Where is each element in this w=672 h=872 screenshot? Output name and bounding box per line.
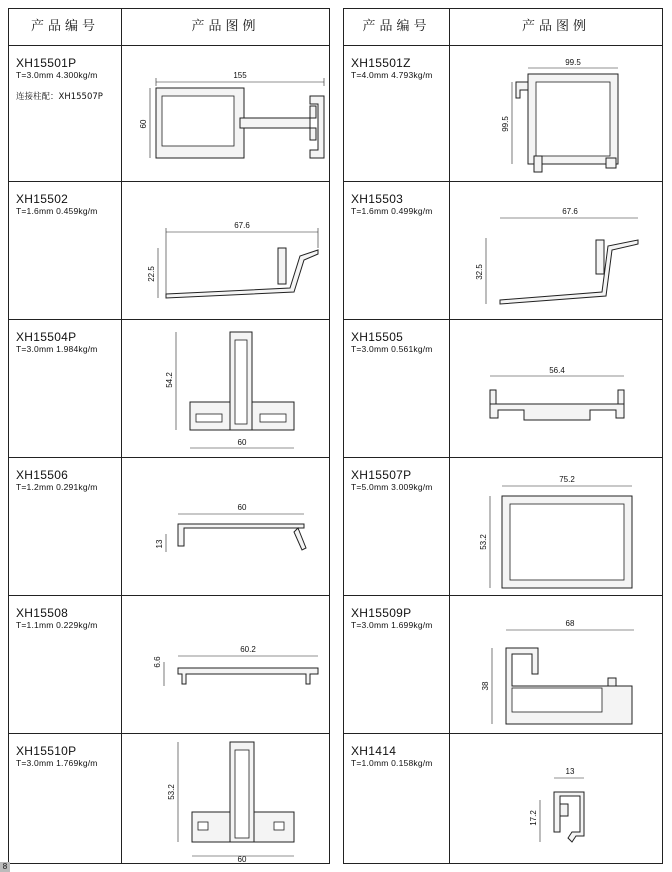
- dimension-width: 67.6: [234, 221, 250, 230]
- dimension-height: 54.2: [165, 372, 174, 388]
- dimension-width: 155: [233, 71, 247, 80]
- dimension-width: 60.2: [240, 645, 256, 654]
- product-row-xh15506: [9, 458, 329, 596]
- profile-drawing-xh1414: [450, 734, 663, 865]
- profile-drawing-xh15503: [450, 182, 663, 320]
- dimension-width: 60: [237, 438, 247, 447]
- product-row-xh15503: [344, 182, 662, 320]
- dimension-height: 38: [481, 681, 490, 691]
- product-spec: T=3.0mm 0.561kg/m: [351, 344, 433, 354]
- product-spec: T=3.0mm 1.984kg/m: [16, 344, 98, 354]
- dimension-width: 13: [565, 767, 575, 776]
- dimension-height: 32.5: [475, 264, 484, 280]
- product-spec: T=4.0mm 4.793kg/m: [351, 70, 433, 80]
- image-column-header: 产品图例: [191, 19, 260, 34]
- profile-drawing-xh15502: [122, 182, 330, 320]
- page-number: 8: [0, 862, 10, 872]
- dimension-height: 53.2: [479, 534, 488, 550]
- product-spec: T=1.0mm 0.158kg/m: [351, 758, 433, 768]
- product-row-xh15505: [344, 320, 662, 458]
- dimension-width: 67.6: [562, 207, 578, 216]
- product-code: XH1414: [351, 744, 397, 758]
- dimension-height: 13: [155, 539, 164, 549]
- dimension-height: 6.6: [153, 656, 162, 668]
- table-header: [344, 9, 662, 46]
- code-column-header: 产品编号: [30, 19, 99, 34]
- profile-drawing-xh15508: [122, 596, 330, 734]
- dimension-width: 75.2: [559, 475, 575, 484]
- dimension-width: 99.5: [565, 58, 581, 67]
- code-column-header: 产品编号: [362, 19, 431, 34]
- product-spec: T=5.0mm 3.009kg/m: [351, 482, 433, 492]
- profile-drawing-xh15505: [450, 320, 663, 458]
- profile-drawing-xh15507p: [450, 458, 663, 596]
- profile-drawing-xh15501p: [122, 46, 330, 182]
- image-column-header: 产品图例: [521, 19, 590, 34]
- product-code: XH15506: [16, 468, 69, 482]
- product-row-xh15509p: [344, 596, 662, 734]
- dimension-width: 60: [237, 855, 247, 864]
- product-code: XH15501Z: [351, 56, 411, 70]
- product-code: XH15510P: [16, 744, 77, 758]
- product-row-xh15507p: [344, 458, 662, 596]
- product-code: XH15508: [16, 606, 69, 620]
- product-row-xh15510p: [9, 734, 329, 865]
- product-code: XH15501P: [16, 56, 77, 70]
- product-spec: T=1.6mm 0.459kg/m: [16, 206, 98, 216]
- table-header: [9, 9, 329, 46]
- profile-drawing-xh15510p: [122, 734, 330, 865]
- product-row-xh15502: [9, 182, 329, 320]
- dimension-height: 53.2: [167, 784, 176, 800]
- right-product-table: [343, 8, 663, 864]
- profile-drawing-xh15509p: [450, 596, 663, 734]
- product-spec: T=3.0mm 1.699kg/m: [351, 620, 433, 630]
- product-row-xh15501p: [9, 46, 329, 182]
- product-row-xh15508: [9, 596, 329, 734]
- product-code: XH15504P: [16, 330, 77, 344]
- product-code: XH15505: [351, 330, 404, 344]
- dimension-height: 22.5: [147, 266, 156, 282]
- product-code: XH15503: [351, 192, 404, 206]
- product-row-xh15504p: [9, 320, 329, 458]
- product-spec: T=3.0mm 4.300kg/m: [16, 70, 98, 80]
- dimension-width: 60: [237, 503, 247, 512]
- product-row-xh1414: [344, 734, 662, 865]
- profile-drawing-xh15501z: [450, 46, 663, 182]
- product-code: XH15507P: [351, 468, 412, 482]
- product-row-xh15501z: [344, 46, 662, 182]
- left-product-table: [8, 8, 330, 864]
- dimension-height: 99.5: [501, 116, 510, 132]
- product-spec: T=3.0mm 1.769kg/m: [16, 758, 98, 768]
- product-spec: T=1.6mm 0.499kg/m: [351, 206, 433, 216]
- product-code: XH15502: [16, 192, 69, 206]
- dimension-width: 68: [565, 619, 575, 628]
- profile-drawing-xh15506: [122, 458, 330, 596]
- product-spec: T=1.1mm 0.229kg/m: [16, 620, 98, 630]
- dimension-height: 17.2: [529, 810, 538, 826]
- dimension-width: 56.4: [549, 366, 565, 375]
- dimension-height: 60: [139, 119, 148, 129]
- profile-drawing-xh15504p: [122, 320, 330, 458]
- product-note: 连接柱配：XH15507P: [16, 92, 103, 102]
- product-code: XH15509P: [351, 606, 412, 620]
- product-spec: T=1.2mm 0.291kg/m: [16, 482, 98, 492]
